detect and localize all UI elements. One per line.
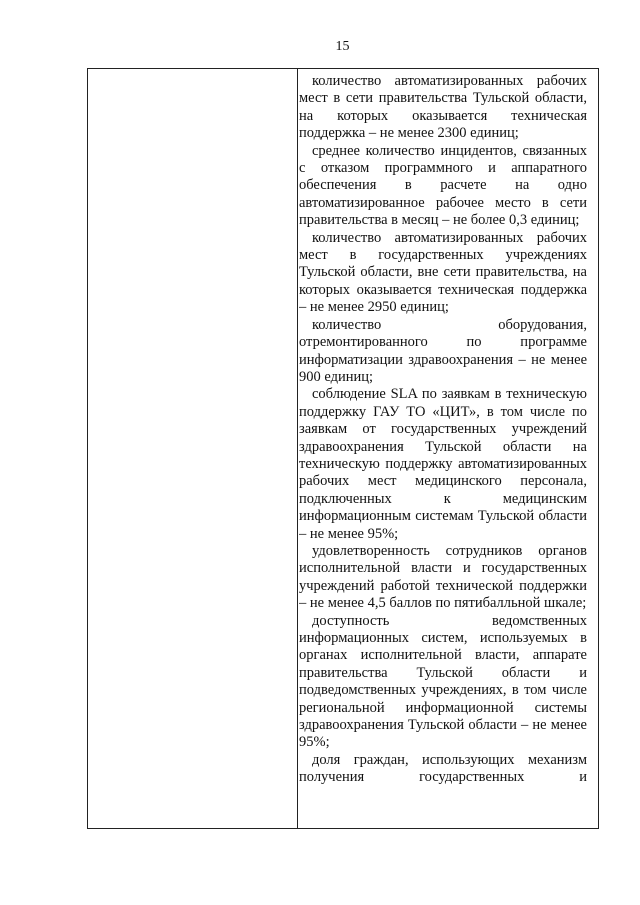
indicator-item: количество автоматизированных рабочих мест в государственных учреждениях Тульской области, вне сети правительства, на которых оказывается техническая поддержка – не менее 2950 единиц;	[299, 229, 587, 316]
indicator-item: удовлетворенность сотрудников органов исполнительной власти и государственных учреждений работой технической поддержки – не менее 4,5 баллов по пятибалльной шкале;	[299, 542, 587, 612]
page-number: 15	[335, 39, 350, 54]
indicator-item: среднее количество инцидентов, связанных с отказом программного и аппаратного обеспечения в расчете на одно автоматизированное рабочее место в сети правительства в месяц – не более 0,3 единиц;	[299, 142, 587, 229]
indicator-item: количество оборудования, отремонтированного по программе информатизации здравоохранения – не менее 900 единиц;	[299, 316, 587, 385]
indicator-list	[299, 69, 587, 787]
indicator-item: соблюдение SLA по заявкам в техническую поддержку ГАУ ТО «ЦИТ», в том числе по заявкам от государственных учреждений здравоохранения Тульской области на техническую поддержку автоматизированных рабочих мест медицинского персонала, подключенных к медицинским информационным системам Тульской области – не менее 95%;	[299, 386, 587, 542]
indicator-item: количество автоматизированных рабочих мест в сети правительства Тульской области, на которых оказывается техническая поддержка – не менее 2300 единиц;	[299, 73, 587, 142]
indicator-item: доля граждан, использующих механизм получения государственных и	[299, 751, 587, 786]
document-table	[87, 68, 599, 829]
table-right-cell	[299, 69, 598, 828]
indicator-item: доступность ведомственных информационных систем, используемых в органах исполнительной власти, аппарате правительства Тульской области и подведомственных учреждениях, в том числе региональной информационной системы здравоохранения Тульской области – не менее 95%;	[299, 612, 587, 751]
column-divider	[297, 69, 298, 828]
